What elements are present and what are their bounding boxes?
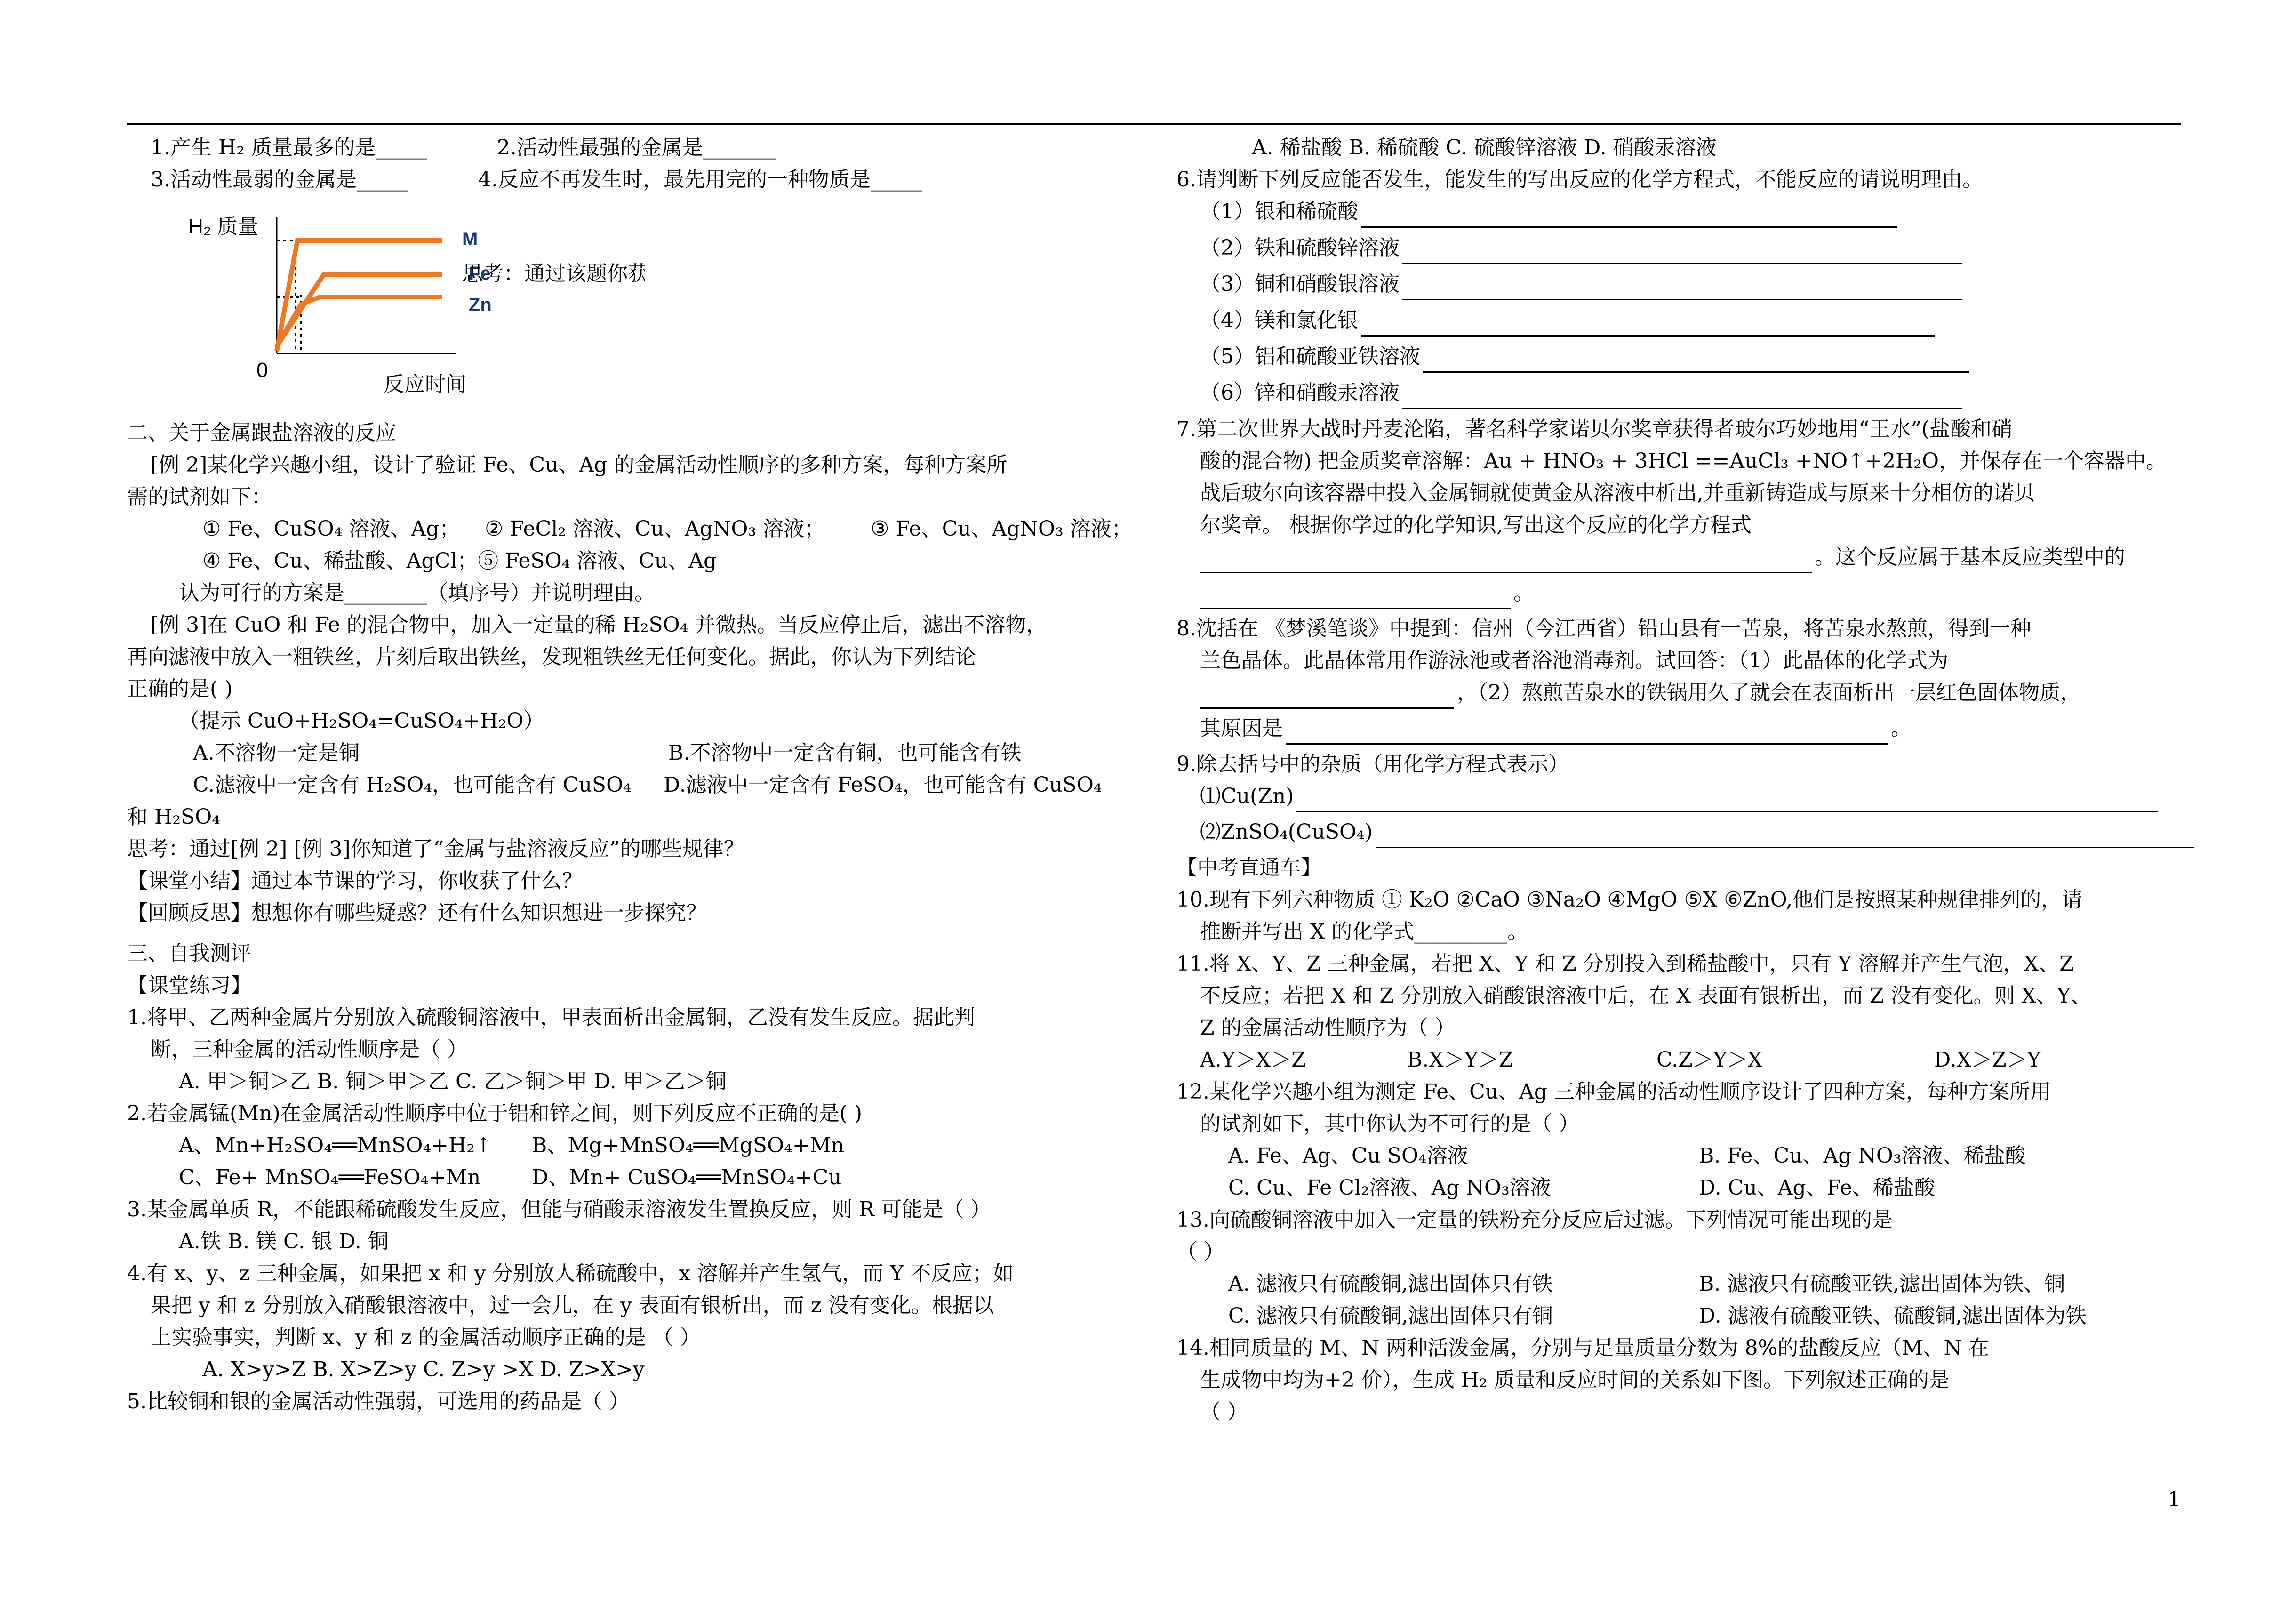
q7-line-3: 战后玻尔向该容器中投入金属铜就使黄金从溶液中析出,并重新铸造成与原来十分相仿的诺贝: [1200, 481, 2035, 505]
q8-line-3: ，（2）熬煎苦泉水的铁锅用久了就会在表面析出一层红色固体物质，: [1176, 677, 2184, 713]
q13-option-a: A. 滤液只有硫酸铜,滤出固体只有铁: [1228, 1272, 1553, 1296]
answer-blank[interactable]: [1361, 204, 1897, 228]
q1-line-1: 1.将甲、乙两种金属片分别放入硫酸铜溶液中，甲表面析出金属铜，乙没有发生反应。据此判: [127, 1005, 975, 1029]
q-most-active: 2.活动性最强的金属是_______: [496, 136, 776, 160]
q12-option-a: A. Fe、Ag、Cu SO₄溶液: [1228, 1144, 1468, 1168]
label-zn: Zn: [469, 295, 492, 315]
q6-item-5: （5）铝和硫酸亚铁溶液: [1176, 341, 2184, 377]
q9-item-1: ⑴Cu(Zn): [1176, 780, 2184, 816]
chart-svg: [127, 196, 645, 417]
q2-option-c: C、Fe+ MnSO₄══FeSO₄+Mn: [179, 1165, 481, 1189]
right-column: [1176, 132, 2184, 1428]
q12-line-1: 12.某化学兴趣小组为测定 Fe、Cu、Ag 三种金属的活动性顺序设计了四种方案，每种方案所用: [1176, 1080, 2051, 1104]
q11-option-c: C.Z＞Y＞X: [1656, 1048, 1763, 1072]
q13-options-ab: [1176, 1268, 2184, 1300]
q11-line-2: 不反应；若把 X 和 Z 分别放入硝酸银溶液中后，在 X 表面有银析出，而 Z 没有变化。则 X、Y、: [1200, 984, 2092, 1008]
y-axis-label: H₂ 质量: [188, 215, 259, 238]
ex3-options-cd: [127, 769, 1144, 801]
q2-options-cd: [127, 1162, 1144, 1194]
q7-line-1: 7.第二次世界大战时丹麦沦陷，著名科学家诺贝尔奖章获得者玻尔巧妙地用“王水”(盐酸和硝: [1176, 417, 2013, 441]
q14-line-2: 生成物中均为+2 价），生成 H₂ 质量和反应时间的关系如下图。下列叙述正确的是: [1200, 1368, 1950, 1392]
q13-line-1: 13.向硫酸铜溶液中加入一定量的铁粉充分反应后过滤。下列情况可能出现的是: [1176, 1208, 1893, 1232]
ex3-option-d: D.滤液中一定含有 FeSO₄，也可能含有 CuSO₄: [664, 773, 1102, 797]
ex2-answer-prompt: 认为可行的方案是________（填序号）并说明理由。: [179, 581, 655, 605]
q12-options-cd: [1176, 1172, 2184, 1204]
q7-line-5: 。这个反应属于基本反应类型中的: [1176, 541, 2184, 577]
q6-item-3: （3）铜和硝酸银溶液: [1176, 268, 2184, 305]
section-2-title: 二、关于金属跟盐溶液的反应: [127, 421, 396, 445]
ex3-option-d-cont: 和 H₂SO₄: [127, 805, 220, 829]
q13-options-cd: [1176, 1300, 2184, 1332]
q1-line-2: 断，三种金属的活动性顺序是（ ）: [151, 1037, 468, 1061]
q3-options: A.铁 B. 镁 C. 银 D. 铜: [179, 1229, 389, 1253]
label-m: M: [462, 229, 478, 249]
q5-options: A. 稀盐酸 B. 稀硫酸 C. 硫酸锌溶液 D. 硝酸汞溶液: [1252, 136, 1717, 160]
chart-think-prompt: 思考：通过该题你获: [462, 262, 645, 285]
q2-options-ab: [127, 1130, 1144, 1162]
q11-option-b: B.X＞Y＞Z: [1407, 1048, 1513, 1072]
top-rule: [127, 123, 2181, 125]
q14-line-1: 14.相同质量的 M、N 两种活泼金属，分别与足量质量分数为 8%的盐酸反应（M、N 在: [1176, 1336, 1989, 1360]
q11-line-1: 11.将 X、Y、Z 三种金属，若把 X、Y 和 Z 分别投入到稀盐酸中，只有 Y 溶解并产生气泡，X、Z: [1176, 952, 2074, 976]
q9-stem: 9.除去括号中的杂质（用化学方程式表示）: [1176, 752, 1569, 776]
class-practice-heading: 【课堂练习】: [127, 973, 251, 997]
answer-blank[interactable]: [1296, 788, 2158, 812]
q3-stem: 3.某金属单质 R，不能跟稀硫酸发生反应，但能与硝酸汞溶液发生置换反应，则 R 可能是（ ）: [127, 1197, 992, 1221]
ex3-option-c: C.滤液中一定含有 H₂SO₄，也可能含有 CuSO₄: [193, 773, 632, 797]
q9-item-2: ⑵ZnSO₄(CuSO₄): [1176, 816, 2184, 852]
h2-mass-chart: [127, 196, 1144, 417]
ex2-option-3: ③ Fe、Cu、AgNO₃ 溶液；: [871, 517, 1132, 541]
q12-option-b: B. Fe、Cu、Ag NO₃溶液、稀盐酸: [1699, 1144, 2026, 1168]
q8-line-1: 8.沈括在 《梦溪笔谈》中提到：信州（今江西省）铅山县有一苦泉，将苦泉水熬煎，得到一种: [1176, 617, 2031, 641]
example-3-line-2: 再向滤液中放入一粗铁丝，片刻后取出铁丝，发现粗铁丝无任何变化。据此，你认为下列结论: [127, 645, 976, 669]
q1-options: A. 甲＞铜＞乙 B. 铜＞甲＞乙 C. 乙＞铜＞甲 D. 甲＞乙＞铜: [179, 1069, 727, 1093]
q7-line-4: 尔奖章。 根据你学过的化学知识,写出这个反应的化学方程式: [1200, 513, 1752, 537]
reason-blank[interactable]: [1286, 721, 1888, 745]
ex3-options-ab: [127, 737, 1144, 769]
example-3-line-3: 正确的是( ): [127, 677, 233, 701]
label-fe: Fe: [469, 263, 491, 284]
q12-options-ab: [1176, 1140, 2184, 1172]
q2-option-d: D、Mn+ CuSO₄══MnSO₄+Cu: [532, 1165, 842, 1189]
q6-item-1: （1）银和稀硫酸: [1176, 196, 2184, 232]
equation-blank[interactable]: [1200, 549, 1812, 573]
answer-blank[interactable]: [1423, 349, 1969, 373]
section-3-title: 三、自我测评: [127, 941, 251, 965]
reaction-type-blank[interactable]: [1200, 585, 1511, 609]
q10-line-1: 10.现有下列六种物质 ① K₂O ②CaO ③Na₂O ④MgO ⑤X ⑥ZnO,他们是按照某种规律排列的，请: [1176, 888, 2083, 912]
answer-blank[interactable]: [1402, 276, 1962, 300]
q11-option-a: A.Y＞X＞Z: [1200, 1048, 1306, 1072]
q11-options: [1176, 1044, 2184, 1076]
q11-line-3: Z 的金属活动性顺序为（ ）: [1200, 1016, 1456, 1040]
q8-line-2: 兰色晶体。此晶体常用作游泳池或者浴池消毒剂。试回答：（1）此晶体的化学式为: [1200, 649, 1948, 673]
q11-option-d: D.X＞Z＞Y: [1934, 1048, 2041, 1072]
origin-label: 0: [256, 359, 268, 382]
ex2-option-2: ② FeCl₂ 溶液、Cu、AgNO₃ 溶液；: [485, 517, 825, 541]
q12-line-2: 的试剂如下，其中你认为不可行的是（ ）: [1200, 1112, 1579, 1136]
q6-item-4: （4）镁和氯化银: [1176, 305, 2184, 341]
q6-stem: 6.请判断下列反应能否发生，能发生的写出反应的化学方程式，不能反应的请说明理由。: [1176, 168, 1983, 192]
example-2-line-1: [例 2]某化学兴趣小组，设计了验证 Fe、Cu、Ag 的金属活动性顺序的多种方案，每种方案所: [151, 453, 1008, 477]
zhongkao-heading: 【中考直通车】: [1176, 856, 1321, 880]
q-least-active: 3.活动性最弱的金属是_____: [151, 168, 408, 192]
q13-option-d: D. 滤液有硫酸亚铁、硫酸铜,滤出固体为铁: [1699, 1304, 2087, 1328]
q6-item-6: （6）锌和硝酸汞溶液: [1176, 377, 2184, 413]
q2-option-a: A、Mn+H₂SO₄══MnSO₄+H₂↑: [179, 1133, 492, 1157]
answer-blank[interactable]: [1376, 824, 2194, 848]
q13-option-b: B. 滤液只有硫酸亚铁,滤出固体为铁、铜: [1699, 1272, 2065, 1296]
think-2: 思考：通过[例 2] [例 3]你知道了“金属与盐溶液反应”的哪些规律？: [127, 837, 744, 861]
page-number: 1: [2168, 1487, 2181, 1511]
ex2-option-1: ① Fe、CuSO₄ 溶液、Ag；: [202, 517, 460, 541]
q4-line-1: 4.有 x、y、z 三种金属，如果把 x 和 y 分别放人稀硫酸中，x 溶解并产生氢气，而 Y 不反应；如: [127, 1261, 1014, 1285]
x-axis-label: 反应时间: [384, 373, 466, 396]
answer-blank[interactable]: [1402, 385, 1962, 409]
q7-line-2: 酸的混合物) 把金质奖章溶解：Au + HNO₃ + 3HCl ==AuCl₃ +NO↑+2H₂O，并保存在一个容器中。: [1200, 449, 2167, 473]
class-summary: 【课堂小结】通过本节课的学习，你收获了什么？: [127, 869, 583, 893]
q10-line-2: 推断并写出 X 的化学式_________。: [1200, 920, 1528, 944]
q8-line-4: 其原因是 。: [1176, 713, 2184, 748]
q6-item-2: （2）铁和硫酸锌溶液: [1176, 232, 2184, 268]
q14-line-3: （ ）: [1200, 1400, 1248, 1424]
q4-line-2: 果把 y 和 z 分别放入硝酸银溶液中，过一会儿，在 y 表面有银析出，而 z 没有变化。根据以: [151, 1293, 994, 1317]
example-3-line-1: [例 3]在 CuO 和 Fe 的混合物中，加入一定量的稀 H₂SO₄ 并微热。当反应停止后，滤出不溶物，: [151, 613, 1047, 637]
answer-blank[interactable]: [1402, 240, 1962, 264]
answer-blank[interactable]: [1361, 313, 1935, 337]
q4-line-3: 上实验事实，判断 x、y 和 z 的金属活动顺序正确的是 （ ）: [151, 1325, 701, 1349]
question-line-1: [127, 132, 1144, 164]
ex3-option-a: A.不溶物一定是铜: [193, 741, 360, 765]
q2-stem: 2.若金属锰(Mn)在金属活动性顺序中位于铝和锌之间，则下列反应不正确的是( ): [127, 1101, 863, 1125]
example-2-options-row-1: [127, 513, 1144, 545]
q13-option-c: C. 滤液只有硫酸铜,滤出固体只有铜: [1228, 1304, 1553, 1328]
q5-stem: 5.比较铜和银的金属活动性强弱，可选用的药品是（ ）: [127, 1389, 630, 1413]
q12-option-c: C. Cu、Fe Cl₂溶液、Ag NO₃溶液: [1228, 1176, 1551, 1200]
q2-option-b: B、Mg+MnSO₄══MgSO₄+Mn: [532, 1133, 844, 1157]
q-used-up: 4.反应不再发生时，最先用完的一种物质是_____: [478, 168, 922, 192]
review-reflection: 【回顾反思】想想你有哪些疑惑？还有什么知识想进一步探究？: [127, 901, 707, 925]
q7-line-6: 。: [1176, 577, 2184, 613]
example-2-line-2: 需的试剂如下：: [127, 485, 272, 509]
ex2-options-row-2: ④ Fe、Cu、稀盐酸、AgCl；⑤ FeSO₄ 溶液、Cu、Ag: [202, 549, 717, 573]
question-line-2: [127, 164, 1144, 196]
q13-line-2: （ ）: [1176, 1240, 1224, 1264]
formula-blank[interactable]: [1200, 685, 1454, 709]
ex3-option-b: B.不溶物中一定含有铜，也可能含有铁: [668, 741, 1022, 765]
q12-option-d: D. Cu、Ag、Fe、稀盐酸: [1699, 1176, 1935, 1200]
q-most-h2: 1.产生 H₂ 质量最多的是_____: [151, 136, 427, 160]
example-3-hint: （提示 CuO+H₂SO₄=CuSO₄+H₂O）: [179, 709, 544, 733]
q4-options: A. X>y>Z B. X>Z>y C. Z>y >X D. Z>X>y: [202, 1357, 645, 1381]
left-column: [127, 132, 1144, 1418]
